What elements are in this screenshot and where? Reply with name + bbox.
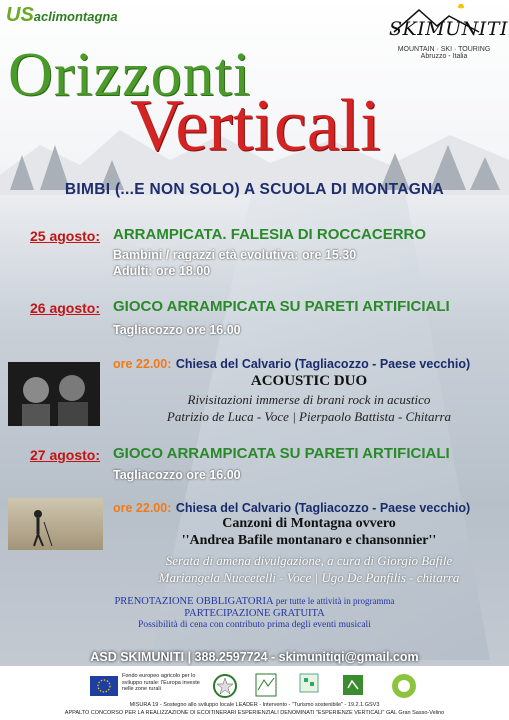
skimuniti-name: SKIMUNITI	[389, 18, 508, 40]
concert-1-performers: Patrizio de Luca - Voce | Pierpaolo Battista - Chitarra	[166, 409, 452, 424]
sponsor-footer	[0, 666, 509, 720]
event-27-detail	[113, 466, 241, 484]
eu-flag-icon	[90, 672, 118, 700]
booking-scope: per tutte le attività in programma	[273, 596, 395, 606]
event-place: Chiesa del Calvario (Tagliacozzo - Paese vecchio)	[175, 501, 471, 515]
psr-logo-icon	[298, 672, 320, 700]
skimuniti-tagline: MOUNTAIN · SKI · TOURING	[397, 46, 491, 53]
logo-acli-text: aclimontagna	[33, 9, 118, 24]
concert-2-performers: Mariangela Nuccetelli - Voce | Ugo De Panfilis - chitarra	[158, 570, 460, 585]
free-participation: PARTECIPAZIONE GRATUITA	[184, 608, 325, 619]
event-detail: Tagliacozzo ore 16.00	[113, 468, 241, 482]
event-title: GIOCO ARRAMPICATA SU PARETI ARTIFICIALI	[113, 298, 450, 315]
event-detail: Bambini / ragazzi età evolutiva: ore 15.30	[113, 248, 357, 262]
event-time: ore 22.00:	[113, 357, 172, 371]
event-25-detail-2	[113, 262, 210, 280]
event-place: Chiesa del Calvario (Tagliacozzo - Paese vecchio)	[175, 357, 471, 371]
event-27-date-row	[30, 447, 100, 465]
skimuniti-logo	[389, 4, 508, 72]
dinner-info: Possibilità di cena con contributo prima degli eventi musicali	[138, 620, 371, 630]
logo-us-text: US	[6, 4, 34, 26]
skimuniti-region: Abruzzo - Italia	[420, 53, 468, 60]
event-title: GIOCO ARRAMPICATA SU PARETI ARTIFICIALI	[113, 445, 450, 462]
concert-2-headline-2: ''Andrea Bafile montanaro e chansonnier''	[181, 533, 437, 548]
usacli-logo	[6, 4, 118, 27]
event-title: ARRAMPICATA. FALESIA DI ROCCACERRO	[113, 226, 427, 243]
title-orizzonti: Orizzonti	[8, 41, 252, 109]
abruzzo-region-icon	[254, 672, 278, 700]
gal-logo-icon	[388, 672, 420, 700]
mountain-logo-icon	[389, 4, 499, 34]
event-date: 26 agosto:	[30, 300, 101, 316]
event-25-title-row	[113, 226, 426, 244]
concert-1-time-row	[113, 355, 505, 373]
concert-1-description: Rivisitazioni immerse di brani rock in acustico	[187, 392, 431, 407]
event-date: 27 agosto:	[30, 447, 101, 463]
event-26-title-row	[113, 298, 450, 316]
booking-info	[0, 596, 509, 607]
event-detail: Adulti: ore 18.00	[113, 264, 211, 278]
concert-2-description: Serata di amena divulgazione, a cura di Giorgio Bafile	[165, 553, 453, 568]
procurement-text: APPALTO CONCORSO PER LA REALIZZAZIONE DI ECOITINERARI ESPERIENZIALI DENOMINATI "ESPERIENZE VERTICALI" GAL Gran Sasso-Velino	[64, 710, 445, 716]
concert-2-headline-1: Canzoni di Montagna ovvero	[222, 516, 396, 531]
event-27-title-row	[113, 445, 450, 463]
eu-fund-text: Fondo europeo agricolo per lo sviluppo rurale: l'Europa investe nelle zone rurali	[122, 673, 200, 693]
event-26-detail	[113, 321, 241, 339]
event-detail: Tagliacozzo ore 16.00	[113, 323, 241, 337]
event-date: 25 agosto:	[30, 228, 101, 244]
funding-measure-text: MISURA 19 - Sostegno allo sviluppo locale LEADER - Intervento - "Turismo sostenibile" - 19.2.1.GSV3	[129, 702, 380, 708]
acoustic-duo-photo	[8, 362, 100, 426]
leader-logo-icon	[340, 672, 366, 700]
subtitle: BIMBI (...E NON SOLO) A SCUOLA DI MONTAGNA	[64, 181, 445, 198]
event-time: ore 22.00:	[113, 501, 172, 515]
italy-emblem-icon	[212, 672, 238, 700]
concert-1-headline: ACOUSTIC DUO	[250, 373, 368, 389]
event-26-date-row	[30, 300, 100, 318]
event-25-date-row	[30, 228, 100, 246]
contact-line: ASD SKIMUNITI | 388.2597724 - skimunitiqi@gmail.com	[90, 650, 419, 664]
booking-required: PRENOTAZIONE OBBLIGATORIA	[114, 596, 274, 607]
title-verticali: Verticali	[130, 85, 381, 167]
mountaineer-photo	[8, 498, 103, 550]
concert-2-time-row	[113, 499, 505, 517]
